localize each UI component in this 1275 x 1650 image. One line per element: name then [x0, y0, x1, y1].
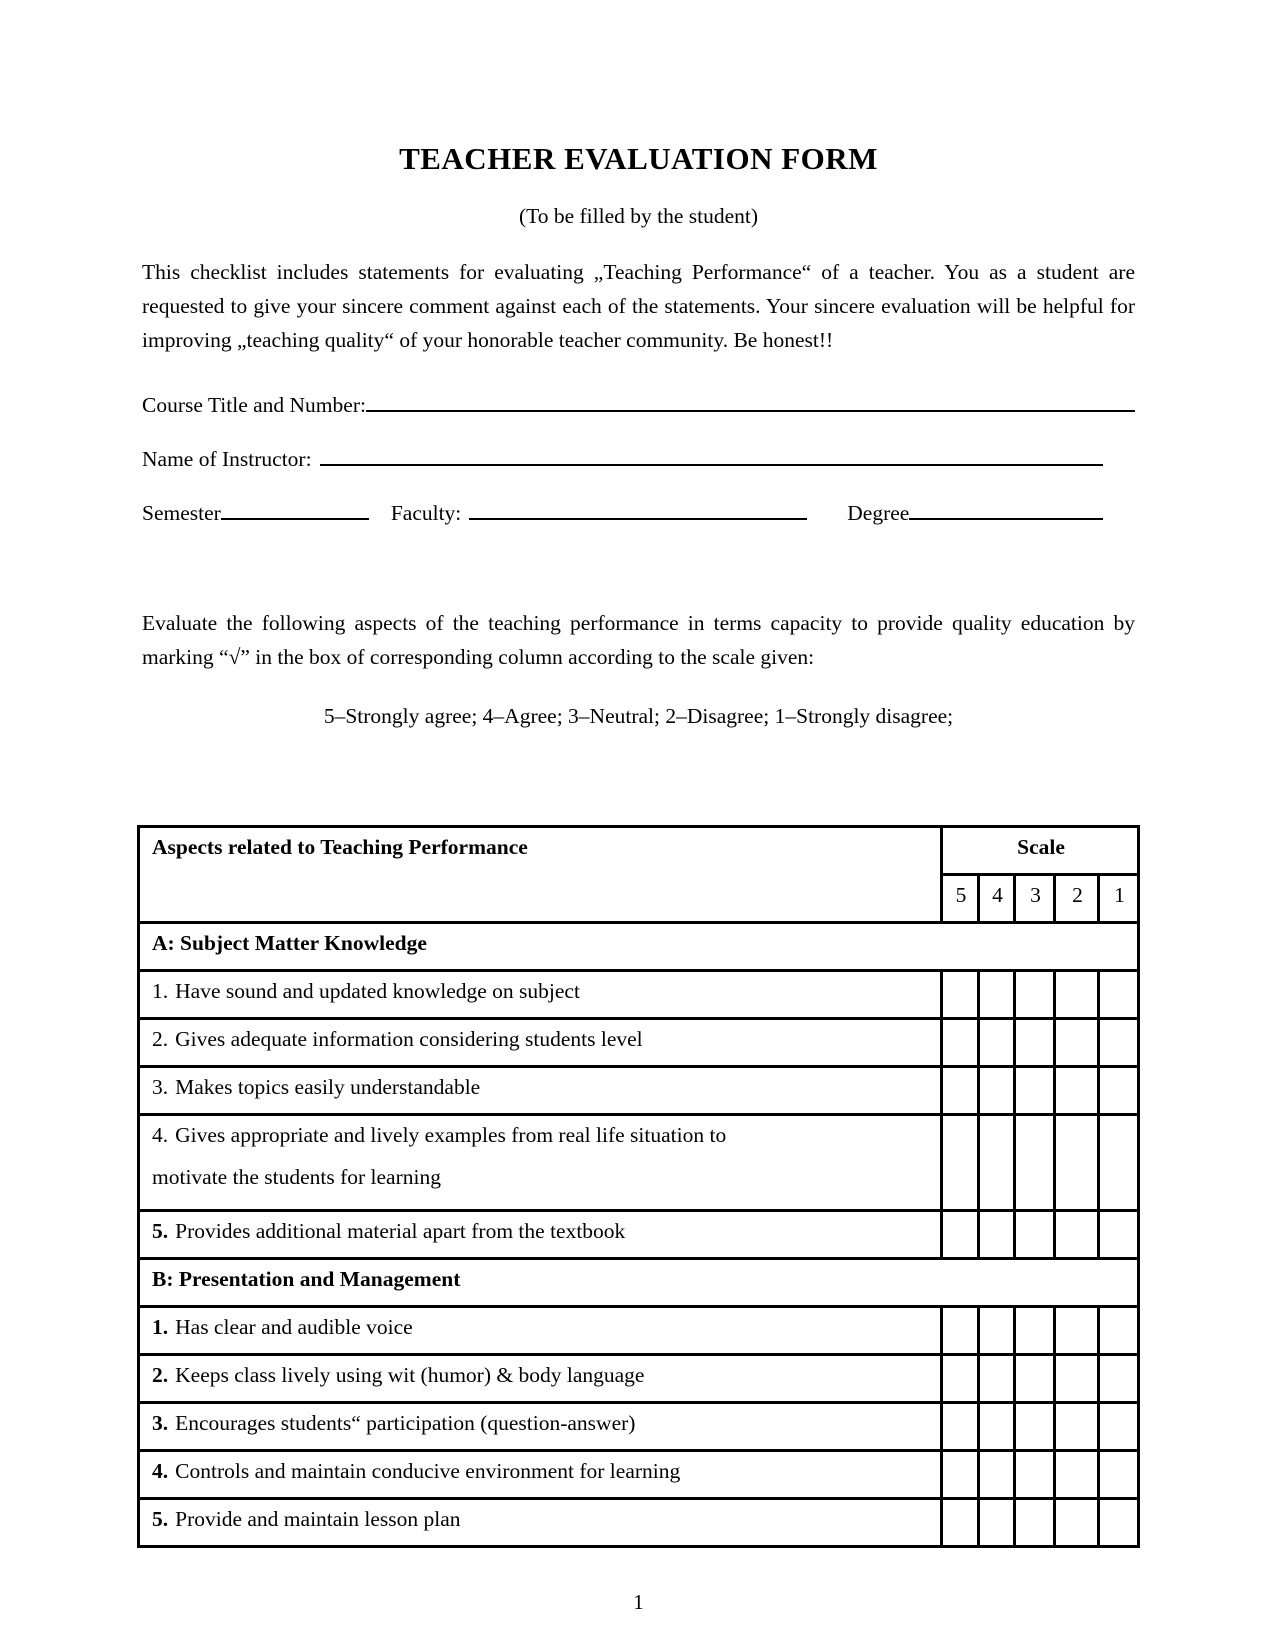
- section-a-title: A: Subject Matter Knowledge: [139, 923, 1139, 971]
- item-label: Encourages students“ participation (question-answer): [175, 1411, 636, 1435]
- scale-cell-b4-3[interactable]: [1015, 1451, 1055, 1499]
- item-number: 1.: [152, 1315, 169, 1339]
- scale-cell-b3-1[interactable]: [1099, 1403, 1139, 1451]
- scale-cell-a5-3[interactable]: [1015, 1211, 1055, 1259]
- scale-cell-b3-2[interactable]: [1055, 1403, 1099, 1451]
- scale-cell-b2-5[interactable]: [942, 1355, 979, 1403]
- table-row-b2: [139, 1355, 1139, 1403]
- scale-cell-b3-4[interactable]: [979, 1403, 1015, 1451]
- scale-value-header-1: 1: [1099, 875, 1139, 923]
- scale-cell-a2-1[interactable]: [1099, 1019, 1139, 1067]
- table-row-a5: [139, 1211, 1139, 1259]
- item-number: 3.: [152, 1411, 169, 1435]
- item-label: Makes topics easily understandable: [175, 1075, 481, 1099]
- semester-field-row: [142, 496, 1135, 526]
- table-row-b5: [139, 1499, 1139, 1547]
- section-a-header-row: [139, 923, 1139, 971]
- scale-cell-b5-2[interactable]: [1055, 1499, 1099, 1547]
- item-text-a4: [139, 1115, 942, 1211]
- semester-field-blank[interactable]: [221, 496, 369, 520]
- faculty-field-label: Faculty:: [390, 501, 462, 525]
- table-row-b3: [139, 1403, 1139, 1451]
- item-label: Keeps class lively using wit (humor) & body language: [175, 1363, 645, 1387]
- scale-cell-a5-2[interactable]: [1055, 1211, 1099, 1259]
- instructor-field-label: Name of Instructor:: [142, 447, 312, 471]
- scale-cell-a1-1[interactable]: [1099, 971, 1139, 1019]
- scale-cell-a1-5[interactable]: [942, 971, 979, 1019]
- scale-cell-a4-3[interactable]: [1015, 1115, 1055, 1211]
- table-row-b1: [139, 1307, 1139, 1355]
- section-b-header-row: [139, 1259, 1139, 1307]
- item-label: Gives adequate information considering students level: [175, 1027, 643, 1051]
- scale-cell-a1-3[interactable]: [1015, 971, 1055, 1019]
- item-text-b4: [139, 1451, 942, 1499]
- scale-cell-b1-5[interactable]: [942, 1307, 979, 1355]
- scale-cell-a4-5[interactable]: [942, 1115, 979, 1211]
- degree-field-blank[interactable]: [909, 496, 1103, 520]
- scale-cell-b5-4[interactable]: [979, 1499, 1015, 1547]
- table-header-row: [139, 827, 1139, 875]
- page-subtitle: (To be filled by the student): [518, 204, 759, 228]
- scale-cell-a4-4[interactable]: [979, 1115, 1015, 1211]
- table-row-a4: [139, 1115, 1139, 1211]
- degree-field-label: Degree: [847, 501, 910, 525]
- scale-cell-a3-2[interactable]: [1055, 1067, 1099, 1115]
- scale-column-header: Scale: [942, 827, 1139, 875]
- item-text-b5: [139, 1499, 942, 1547]
- item-number: 4.: [152, 1459, 169, 1483]
- scale-cell-a2-5[interactable]: [942, 1019, 979, 1067]
- item-label: Controls and maintain conducive environment for learning: [175, 1459, 681, 1483]
- item-number: 5.: [152, 1507, 169, 1531]
- scale-cell-b2-1[interactable]: [1099, 1355, 1139, 1403]
- item-label-line1: Gives appropriate and lively examples from real life situation to: [175, 1123, 727, 1147]
- course-field-blank[interactable]: [366, 388, 1135, 412]
- scale-cell-a4-1[interactable]: [1099, 1115, 1139, 1211]
- intro-paragraph: This checklist includes statements for evaluating „Teaching Performance“ of a teacher. You as a student are requested to give your sincere comment against each of the statements. Your sincere evaluation will be helpful for improving „teaching quality“ of your honorable teacher community. Be honest!!: [142, 260, 1135, 352]
- item-text-a5: [139, 1211, 942, 1259]
- scale-cell-b1-1[interactable]: [1099, 1307, 1139, 1355]
- scale-cell-b1-2[interactable]: [1055, 1307, 1099, 1355]
- scale-cell-a3-5[interactable]: [942, 1067, 979, 1115]
- scale-cell-a5-4[interactable]: [979, 1211, 1015, 1259]
- evaluate-instructions: Evaluate the following aspects of the teaching performance in terms capacity to provide quality education by marking “√” in the box of corresponding column according to the scale given:: [142, 611, 1135, 669]
- scale-cell-b4-2[interactable]: [1055, 1451, 1099, 1499]
- item-label: Have sound and updated knowledge on subject: [175, 979, 580, 1003]
- scale-cell-a3-3[interactable]: [1015, 1067, 1055, 1115]
- instructor-field-blank[interactable]: [320, 442, 1103, 466]
- item-text-b3: [139, 1403, 942, 1451]
- scale-cell-b1-4[interactable]: [979, 1307, 1015, 1355]
- item-text-a2: [139, 1019, 942, 1067]
- table-row-b4: [139, 1451, 1139, 1499]
- scale-cell-a2-2[interactable]: [1055, 1019, 1099, 1067]
- item-label-line2: motivate the students for learning: [152, 1165, 441, 1189]
- scale-cell-b2-3[interactable]: [1015, 1355, 1055, 1403]
- evaluation-table: [137, 825, 1140, 1548]
- item-label: Provides additional material apart from the textbook: [175, 1219, 626, 1243]
- item-text-b1: [139, 1307, 942, 1355]
- scale-cell-b3-3[interactable]: [1015, 1403, 1055, 1451]
- table-row-a1: [139, 971, 1139, 1019]
- scale-value-header-5: 5: [942, 875, 979, 923]
- scale-value-header-4: 4: [979, 875, 1015, 923]
- section-b-title: B: Presentation and Management: [139, 1259, 1139, 1307]
- faculty-field-blank[interactable]: [469, 496, 807, 520]
- item-label: Provide and maintain lesson plan: [175, 1507, 461, 1531]
- scale-cell-a5-1[interactable]: [1099, 1211, 1139, 1259]
- scale-cell-a3-4[interactable]: [979, 1067, 1015, 1115]
- table-row-a2: [139, 1019, 1139, 1067]
- scale-cell-b4-5[interactable]: [942, 1451, 979, 1499]
- item-number: 2.: [152, 1027, 169, 1051]
- scale-cell-b5-3[interactable]: [1015, 1499, 1055, 1547]
- semester-field-label: Semester: [142, 501, 221, 525]
- page-number: 1: [633, 1590, 644, 1614]
- course-field-label: Course Title and Number:: [142, 393, 366, 417]
- instructor-field-row: [142, 442, 1135, 472]
- scale-value-header-2: 2: [1055, 875, 1099, 923]
- course-field-row: [142, 388, 1135, 418]
- item-number: 1.: [152, 979, 169, 1003]
- scale-cell-b5-5[interactable]: [942, 1499, 979, 1547]
- item-number: 3.: [152, 1075, 169, 1099]
- aspects-column-header: Aspects related to Teaching Performance: [139, 827, 942, 923]
- scale-legend: 5–Strongly agree; 4–Agree; 3–Neutral; 2–Disagree; 1–Strongly disagree;: [323, 704, 954, 728]
- item-number: 2.: [152, 1363, 169, 1387]
- scale-cell-a5-5[interactable]: [942, 1211, 979, 1259]
- scale-cell-b5-1[interactable]: [1099, 1499, 1139, 1547]
- scale-cell-a2-4[interactable]: [979, 1019, 1015, 1067]
- page-title: TEACHER EVALUATION FORM: [399, 141, 878, 176]
- scale-cell-b2-4[interactable]: [979, 1355, 1015, 1403]
- scale-cell-b2-2[interactable]: [1055, 1355, 1099, 1403]
- scale-cell-a1-4[interactable]: [979, 971, 1015, 1019]
- scale-cell-a1-2[interactable]: [1055, 971, 1099, 1019]
- scale-cell-b4-4[interactable]: [979, 1451, 1015, 1499]
- item-text-a1: [139, 971, 942, 1019]
- item-label: Has clear and audible voice: [175, 1315, 413, 1339]
- item-text-b2: [139, 1355, 942, 1403]
- scale-value-header-3: 3: [1015, 875, 1055, 923]
- scale-cell-a4-2[interactable]: [1055, 1115, 1099, 1211]
- item-number: 5.: [152, 1219, 169, 1243]
- scale-cell-a3-1[interactable]: [1099, 1067, 1139, 1115]
- scale-cell-b4-1[interactable]: [1099, 1451, 1139, 1499]
- scale-cell-b3-5[interactable]: [942, 1403, 979, 1451]
- table-row-a3: [139, 1067, 1139, 1115]
- scale-cell-b1-3[interactable]: [1015, 1307, 1055, 1355]
- scale-cell-a2-3[interactable]: [1015, 1019, 1055, 1067]
- item-number: 4.: [152, 1123, 169, 1147]
- item-text-a3: [139, 1067, 942, 1115]
